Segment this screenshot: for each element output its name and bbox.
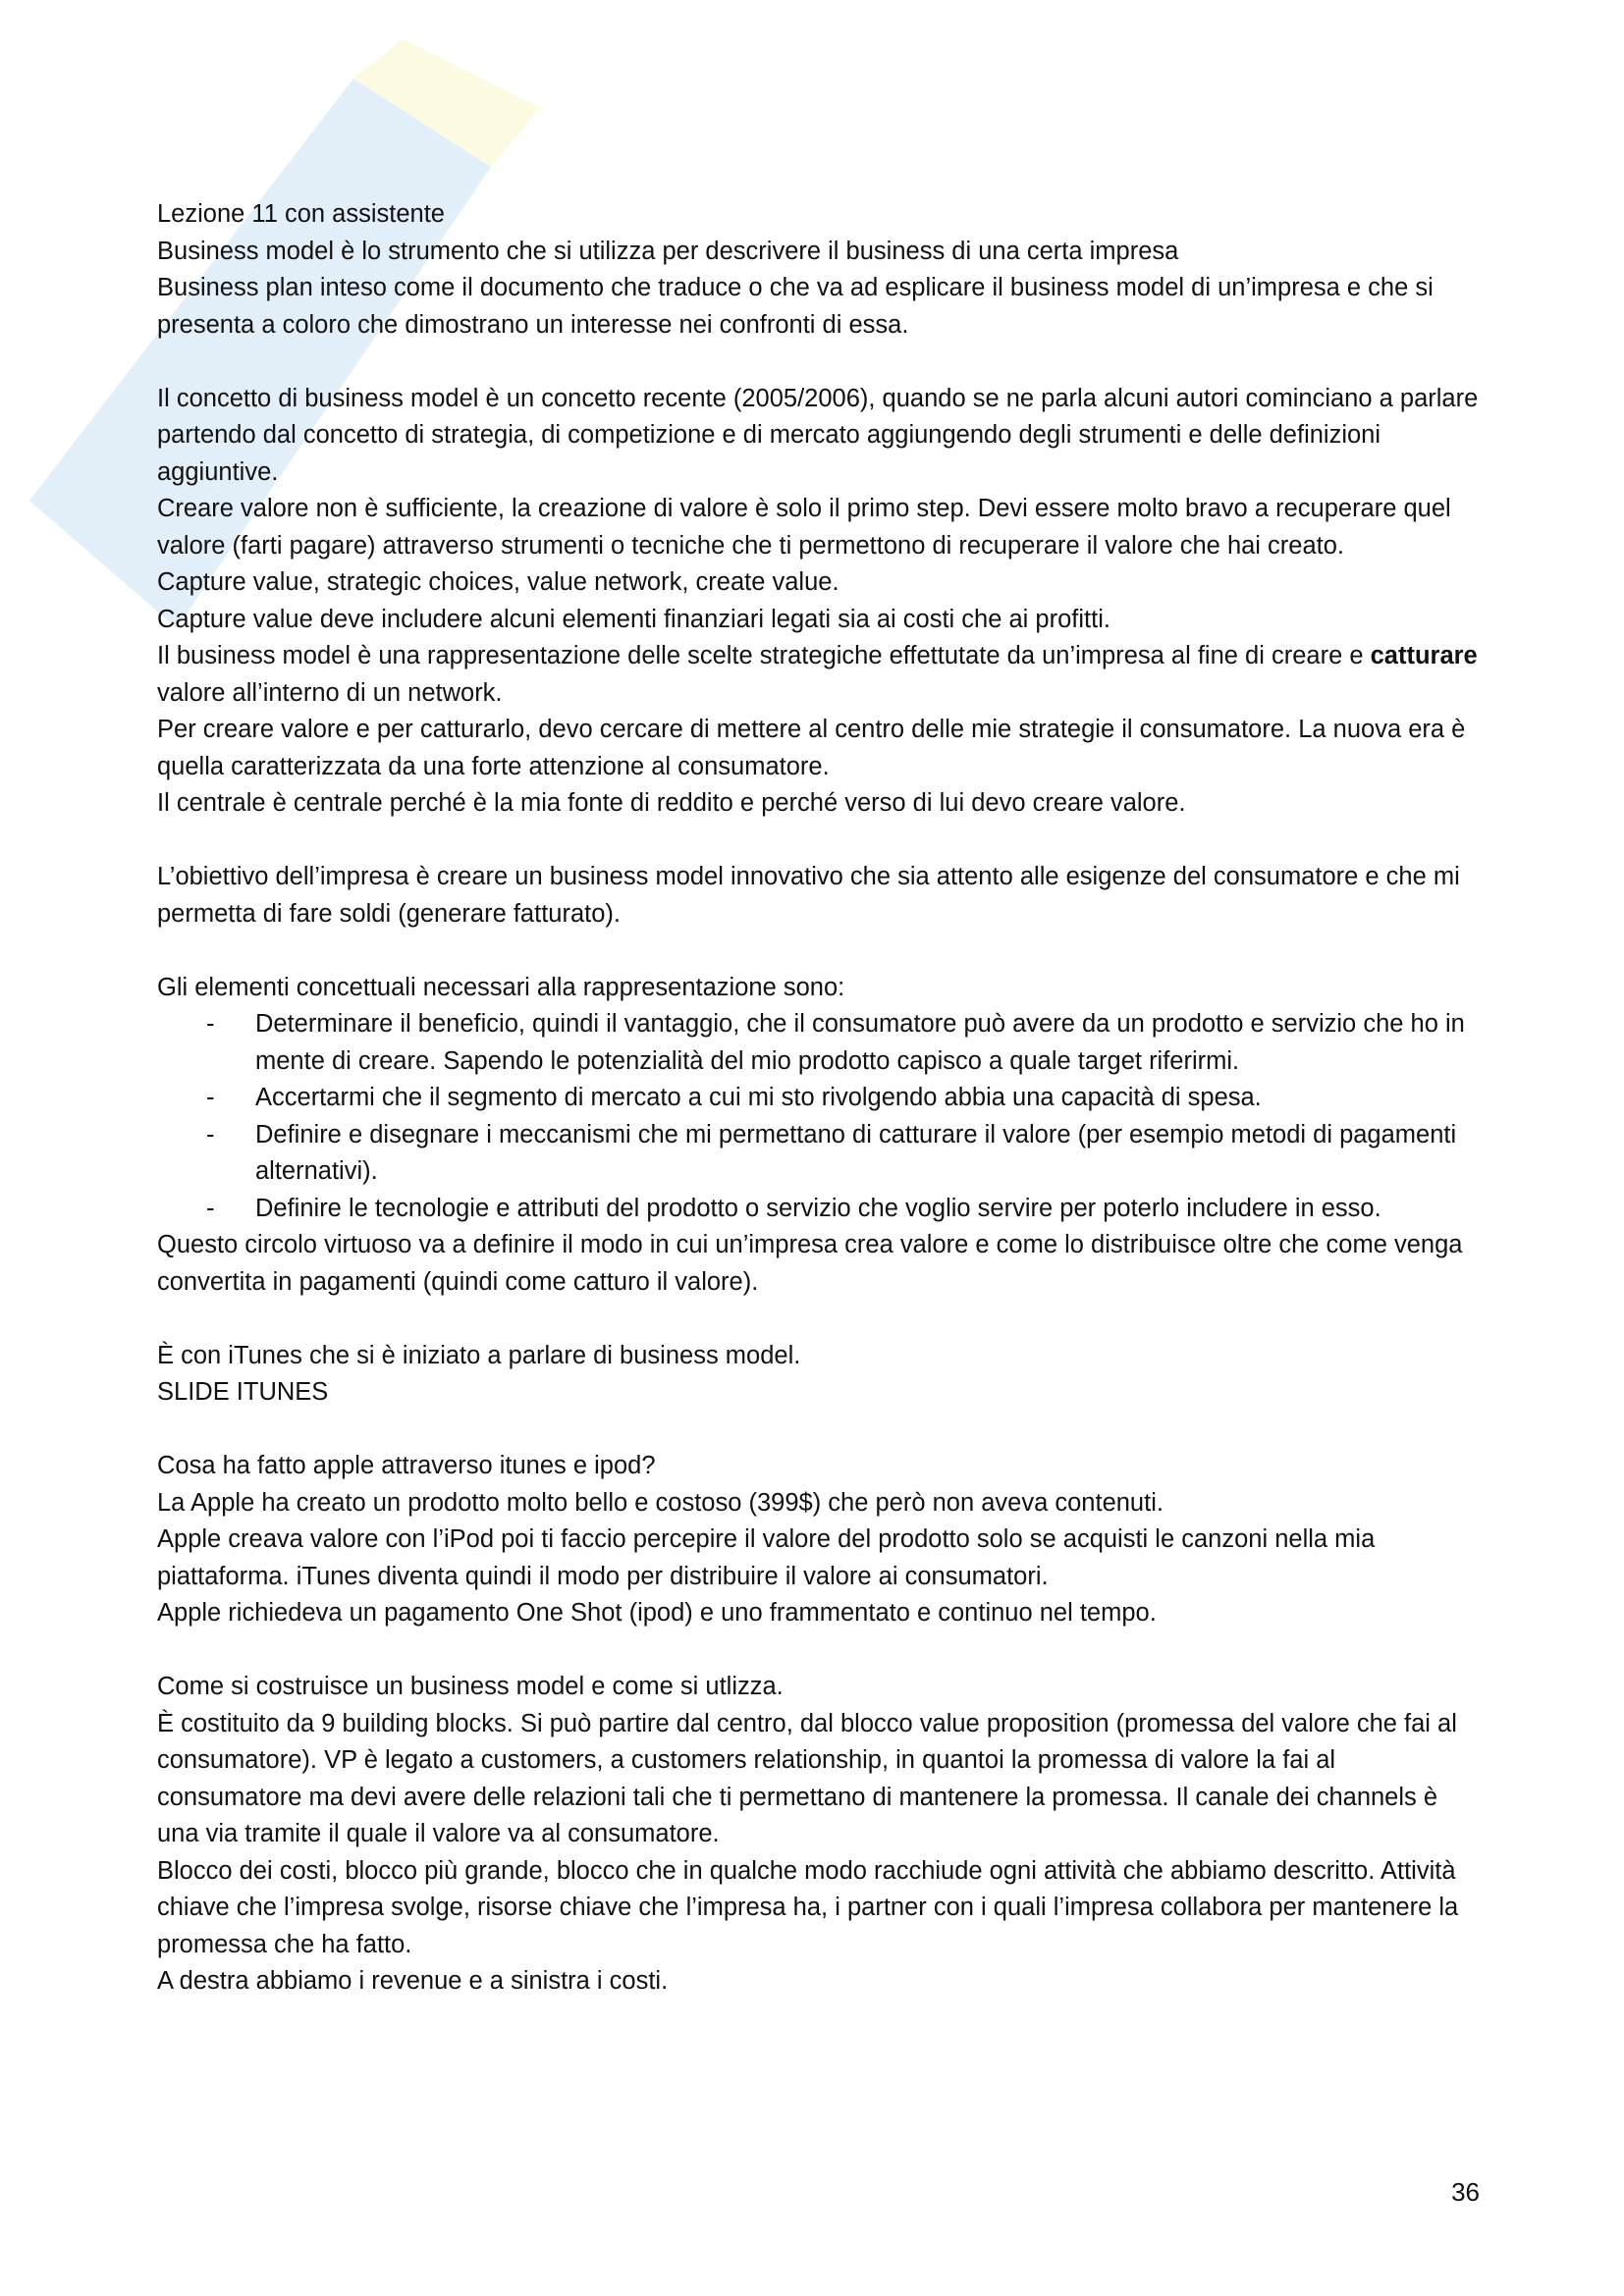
paragraph-text: Il business model è una rappresentazione delle scelte strategiche effettutate da un’impresa al fine di creare e bbox=[157, 642, 1371, 669]
paragraph-gap bbox=[157, 823, 1483, 860]
bullet-dash: - bbox=[206, 1194, 215, 1222]
paragraph: Business model è lo strumento che si utilizza per descrivere il business di una certa impresa bbox=[157, 237, 1179, 265]
paragraph: Il centrale è centrale perché è la mia fonte di reddito e perché verso di lui devo creare valore. bbox=[157, 789, 1186, 817]
paragraph bbox=[157, 638, 1483, 712]
paragraph: Il concetto di business model è un concetto recente (2005/2006), quando se ne parla alcuni autori cominciano a parlare partendo dal concetto di strategia, di competizione e di mercato aggiungendo degli strumenti e delle definizioni aggiuntive. bbox=[157, 384, 1479, 486]
bullet-dash: - bbox=[206, 1084, 215, 1111]
bullet-dash: - bbox=[206, 1120, 215, 1148]
paragraph: È costituito da 9 building blocks. Si può partire dal centro, dal blocco value proposition (promessa del valore che fai al consumatore). VP è legato a customers, a customers relationship, in quantoi la promessa di valore la fai al consumatore ma devi avere delle relazioni tali che ti permettano di mantenere la promessa. Il canale dei channels è una via tramite il quale il valore va al consumatore. bbox=[157, 1709, 1457, 1847]
paragraph-gap bbox=[157, 1301, 1483, 1338]
list-item bbox=[157, 1117, 1483, 1191]
paragraph: A destra abbiamo i revenue e a sinistra i costi. bbox=[157, 1967, 669, 1995]
paragraph: L’obiettivo dell’impresa è creare un business model innovativo che sia attento alle esigenze del consumatore e che mi permetta di fare soldi (generare fatturato). bbox=[157, 863, 1460, 928]
paragraph-gap bbox=[157, 344, 1483, 381]
list-item bbox=[157, 1191, 1483, 1228]
list-item-text: Determinare il beneficio, quindi il vantaggio, che il consumatore può avere da un prodotto e servizio che ho in mente di creare. Sapendo le potenzialità del mio prodotto capisco a quale target riferirmi. bbox=[255, 1010, 1465, 1075]
paragraph: È con iTunes che si è iniziato a parlare di business model. bbox=[157, 1341, 801, 1369]
paragraph: Blocco dei costi, blocco più grande, blocco che in qualche modo racchiude ogni attività che abbiamo descritto. Attività chiave che l’impresa svolge, risorse chiave che l’impresa ha, i partner con i quali l’impresa collabora per mantenere la promessa che ha fatto. bbox=[157, 1856, 1459, 1958]
bullet-list bbox=[157, 1006, 1483, 1227]
bullet-dash: - bbox=[206, 1010, 215, 1038]
paragraph: Business plan inteso come il documento che traduce o che va ad esplicare il business model di un’impresa e che si presenta a coloro che dimostrano un interesse nei confronti di essa. bbox=[157, 274, 1434, 339]
paragraph-text: valore all’interno di un network. bbox=[157, 678, 503, 707]
paragraph: Questo circolo virtuoso va a definire il modo in cui un’impresa crea valore e come lo distribuisce oltre che come venga convertita in pagamenti (quindi come catturo il valore). bbox=[157, 1231, 1463, 1296]
list-item-text: Definire e disegnare i meccanismi che mi permettano di catturare il valore (per esempio metodi di pagamenti alternativi). bbox=[255, 1120, 1457, 1185]
list-item bbox=[157, 1006, 1483, 1080]
paragraph: SLIDE ITUNES bbox=[157, 1378, 329, 1406]
paragraph: Per creare valore e per catturarlo, devo cercare di mettere al centro delle mie strategie il consumatore. La nuova era è quella caratterizzata da una forte attenzione al consumatore. bbox=[157, 716, 1466, 780]
paragraph-gap bbox=[157, 933, 1483, 970]
paragraph: Come si costruisce un business model e come si utlizza. bbox=[157, 1673, 784, 1700]
paragraph: Capture value deve includere alcuni elementi finanziari legati sia ai costi che ai profitti. bbox=[157, 605, 1110, 633]
page-number: 36 bbox=[1451, 2177, 1480, 2207]
paragraph: Capture value, strategic choices, value network, create value. bbox=[157, 568, 839, 596]
bold-term: catturare bbox=[1370, 642, 1478, 669]
paragraph: Lezione 11 con assistente bbox=[157, 200, 445, 228]
list-item bbox=[157, 1080, 1483, 1117]
paragraph: Cosa ha fatto apple attraverso itunes e ipod? bbox=[157, 1452, 656, 1479]
watermark-yellow-shape bbox=[353, 39, 540, 167]
paragraph-gap bbox=[157, 1412, 1483, 1449]
paragraph: Gli elementi concettuali necessari alla rappresentazione sono: bbox=[157, 973, 845, 1001]
paragraph-gap bbox=[157, 1632, 1483, 1670]
paragraph: Creare valore non è sufficiente, la creazione di valore è solo il primo step. Devi essere molto bravo a recuperare quel valore (farti pagare) attraverso strumenti o tecniche che ti permettono di recuperare il valore che hai creato. bbox=[157, 495, 1451, 560]
paragraph: Apple creava valore con l’iPod poi ti faccio percepire il valore del prodotto solo se acquisti le canzoni nella mia piattaforma. iTunes diventa quindi il modo per distribuire il valore ai consumatori. bbox=[157, 1525, 1376, 1590]
paragraph: La Apple ha creato un prodotto molto bello e costoso (399$) che però non aveva contenuti. bbox=[157, 1488, 1164, 1517]
list-item-text: Accertarmi che il segmento di mercato a cui mi sto rivolgendo abbia una capacità di spesa. bbox=[255, 1084, 1262, 1111]
paragraph: Apple richiedeva un pagamento One Shot (ipod) e uno frammentato e continuo nel tempo. bbox=[157, 1599, 1157, 1627]
list-item-text: Definire le tecnologie e attributi del prodotto o servizio che voglio servire per poterlo includere in esso. bbox=[255, 1194, 1381, 1222]
document-body bbox=[157, 196, 1483, 2001]
